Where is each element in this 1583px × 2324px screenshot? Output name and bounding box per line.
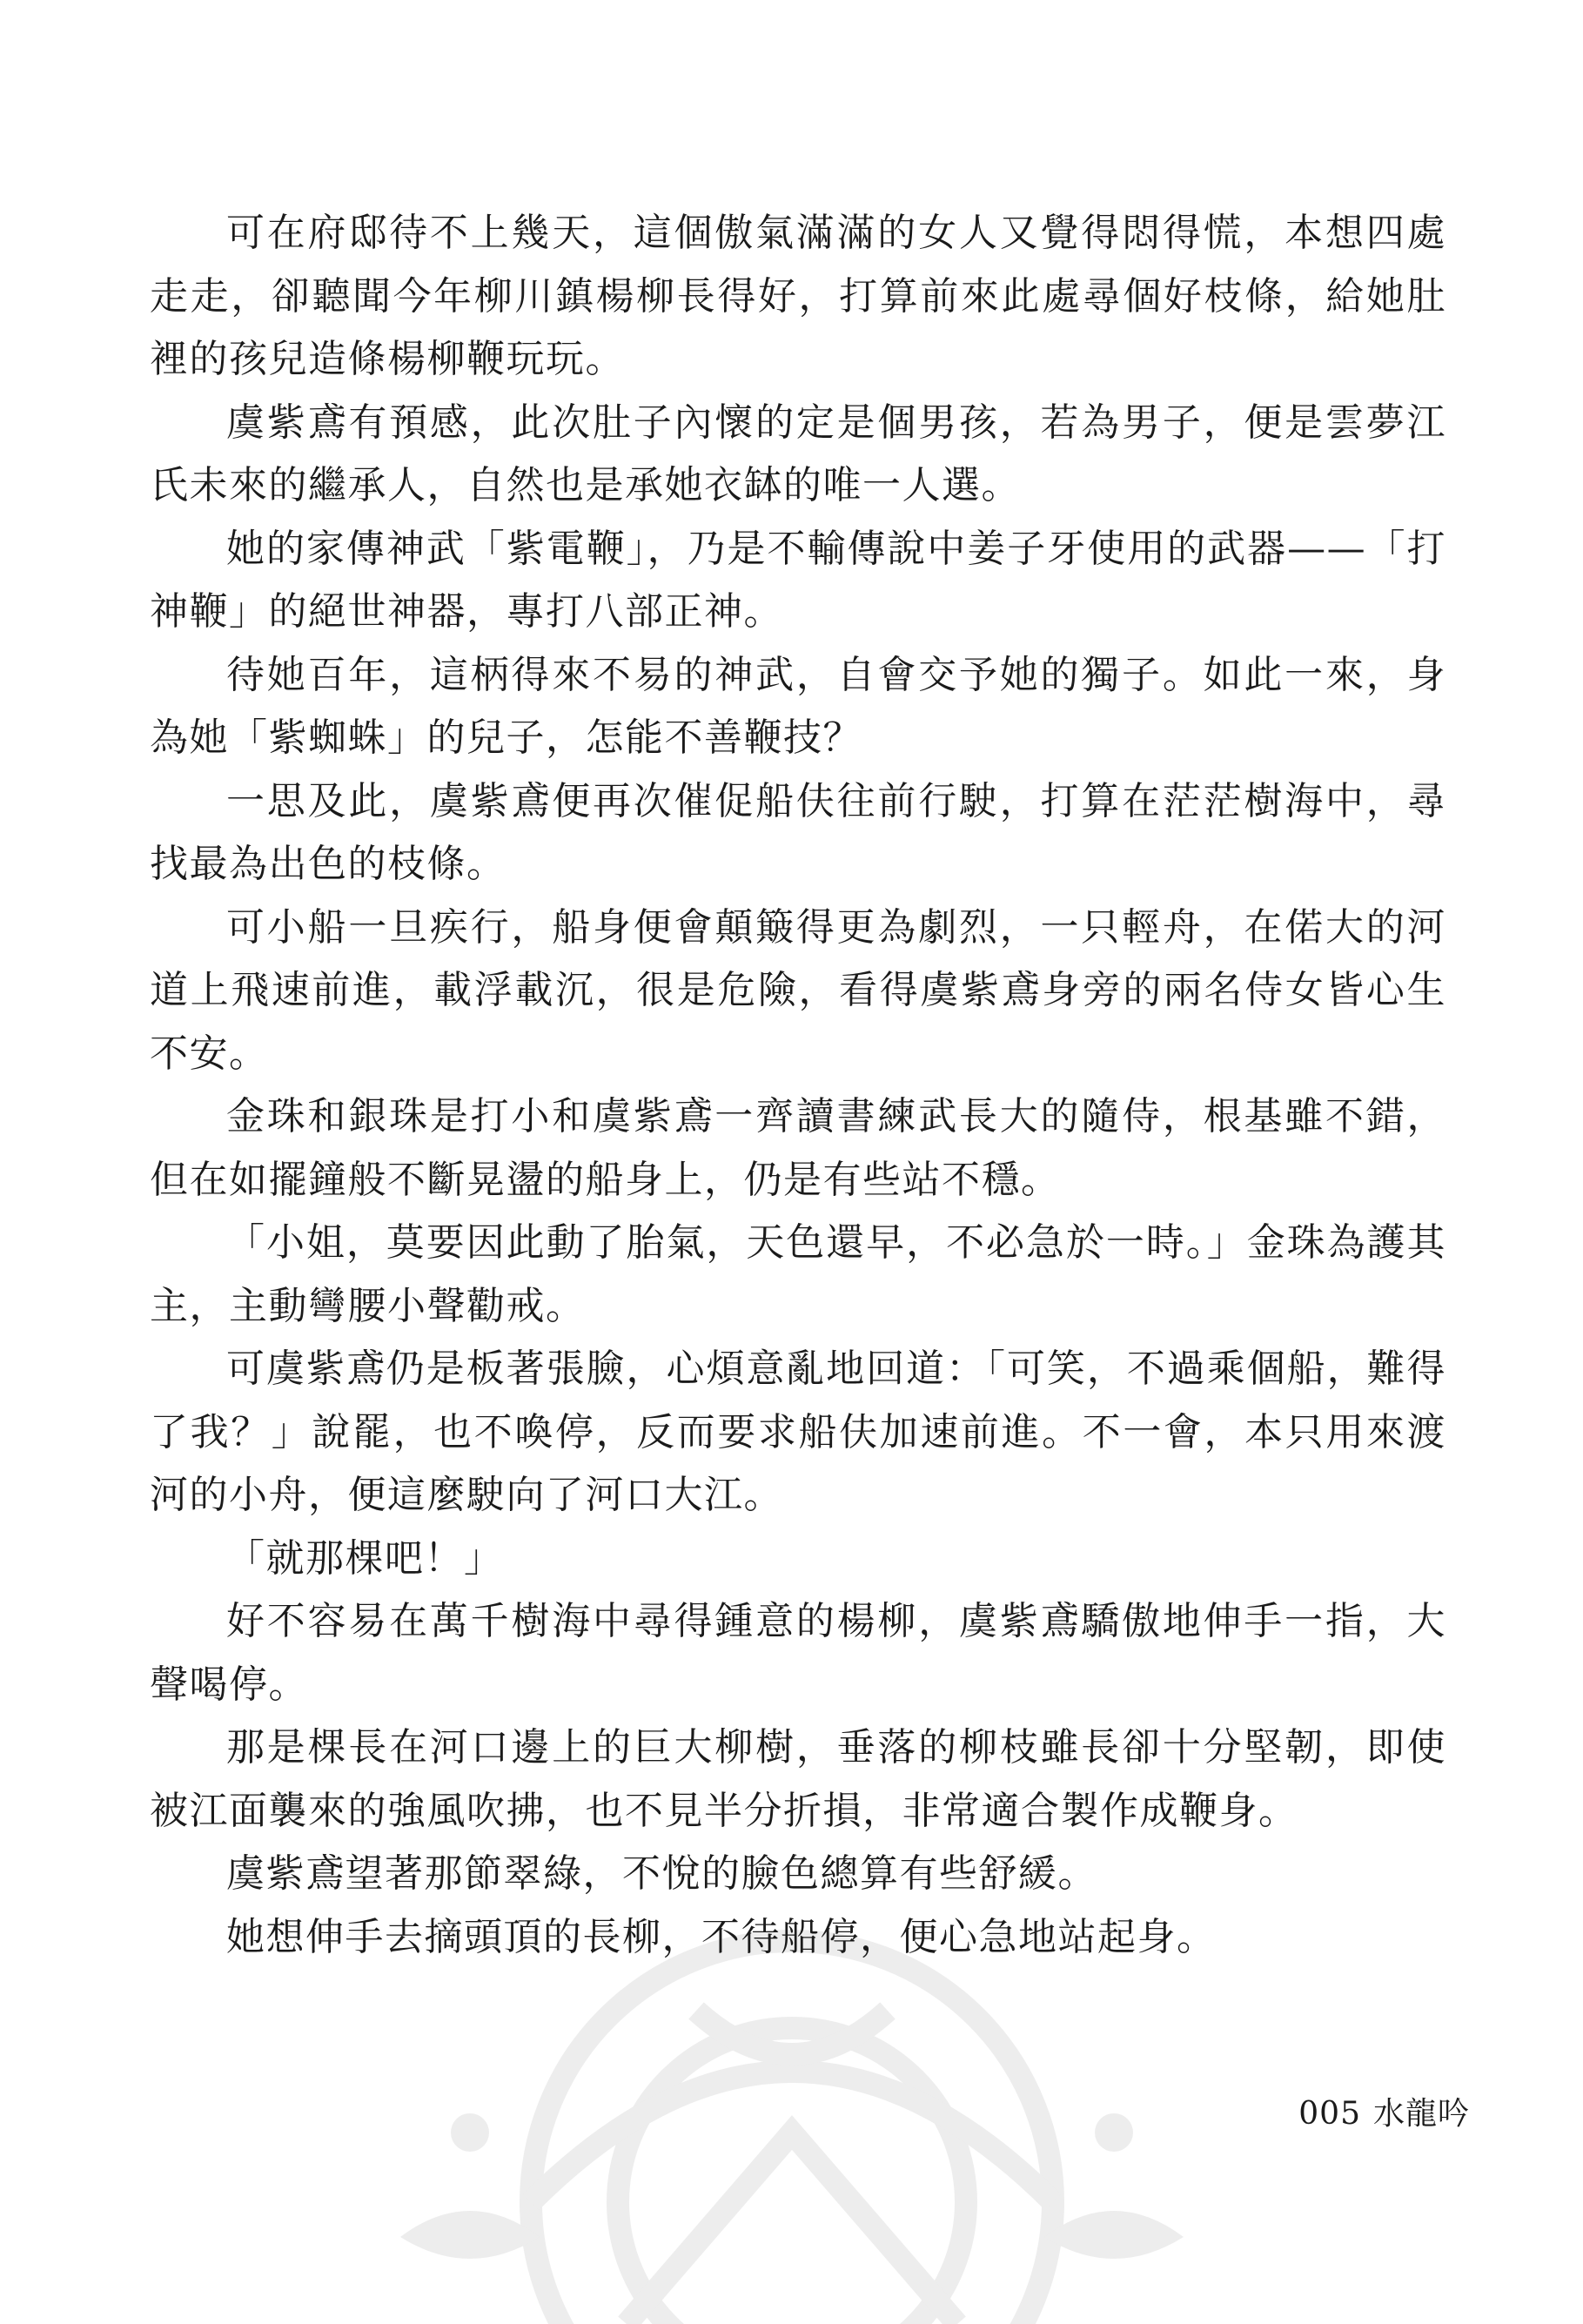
paragraph: 一思及此，虞紫鳶便再次催促船伕往前行駛，打算在茫茫樹海中，尋找最為出色的枝條。 xyxy=(150,778,1446,886)
paragraph: 可虞紫鳶仍是板著張臉，心煩意亂地回道：「可笑，不過乘個船，難得了我？」說罷，也不喚停，反而要求船伕加速前進。不一會，本只用來渡河的小舟，便這麼駛向了河口大江。 xyxy=(150,1347,1446,1517)
paragraph: 虞紫鳶望著那節翠綠，不悅的臉色總算有些舒緩。 xyxy=(226,1851,1097,1896)
page-number: 005 xyxy=(1298,2096,1361,2132)
paragraph: 她想伸手去摘頭頂的長柳，不待船停，便心急地站起身。 xyxy=(226,1914,1217,1959)
paragraph: 好不容易在萬千樹海中尋得鍾意的楊柳，虞紫鳶驕傲地伸手一指，大聲喝停。 xyxy=(150,1599,1446,1707)
paragraph: 可小船一旦疾行，船身便會顛簸得更為劇烈，一只輕舟，在偌大的河道上飛速前進，載浮載沉，很是危險，看得虞紫鳶身旁的兩名侍女皆心生不安。 xyxy=(150,904,1446,1076)
paragraph: 「就那棵吧！」 xyxy=(226,1535,504,1581)
paragraph: 可在府邸待不上幾天，這個傲氣滿滿的女人又覺得悶得慌，本想四處走走，卻聽聞今年柳川鎮楊柳長得好，打算前來此處尋個好枝條，給她肚裡的孩兒造條楊柳鞭玩玩。 xyxy=(150,211,1446,381)
paragraph: 待她百年，這柄得來不易的神武，自會交予她的獨子。如此一來，身為她「紫蜘蛛」的兒子，怎能不善鞭技？ xyxy=(150,652,1446,760)
body-text xyxy=(150,202,1446,1969)
paragraph: 虞紫鳶有預感，此次肚子內懷的定是個男孩，若為男子，便是雲夢江氏未來的繼承人，自然也是承她衣缽的唯一人選。 xyxy=(150,400,1446,507)
paragraph: 金珠和銀珠是打小和虞紫鳶一齊讀書練武長大的隨侍，根基雖不錯，但在如擺鐘般不斷晃盪的船身上，仍是有些站不穩。 xyxy=(150,1094,1446,1202)
paragraph: 「小姐，莫要因此動了胎氣，天色還早，不必急於一時。」金珠為護其主，主動彎腰小聲勸戒。 xyxy=(150,1220,1446,1328)
paragraph: 她的家傳神武「紫電鞭」，乃是不輸傳說中姜子牙使用的武器——「打神鞭」的絕世神器，專打八部正神。 xyxy=(150,526,1446,634)
paragraph: 那是棵長在河口邊上的巨大柳樹，垂落的柳枝雖長卻十分堅韌，即使被江面襲來的強風吹拂，也不見半分折損，非常適合製作成鞭身。 xyxy=(150,1725,1446,1833)
book-title: 水龍吟 xyxy=(1372,2096,1470,2132)
page-footer xyxy=(1286,2089,1470,2133)
